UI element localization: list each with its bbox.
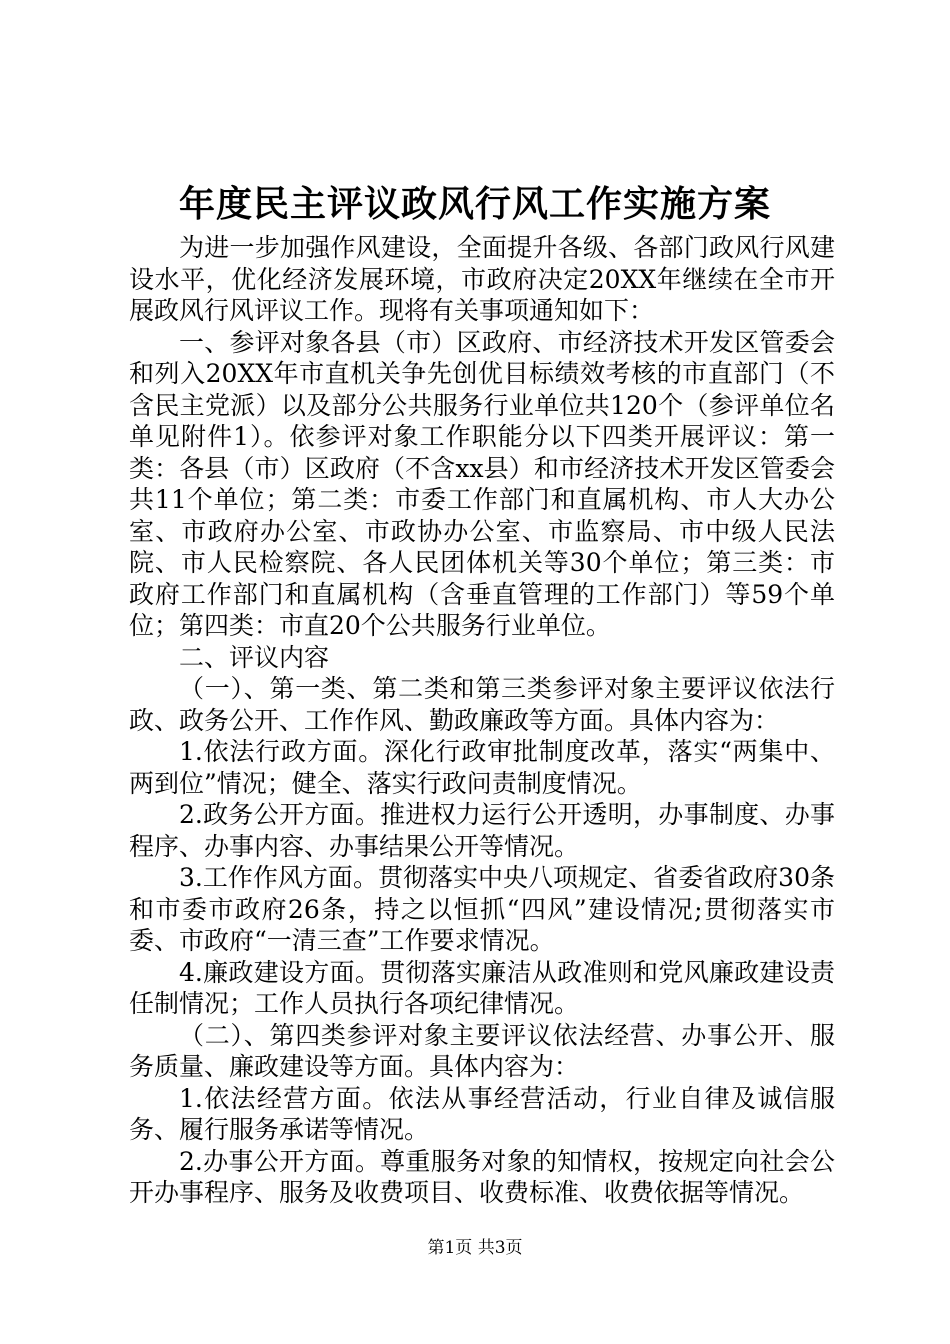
paragraph-item-5: 1.依法经营方面。依法从事经营活动，行业自律及诚信服务、履行服务承诺等情况。 xyxy=(129,1083,835,1144)
paragraph-section-1: 一、参评对象各县（市）区政府、市经济技术开发区管委会和列入20XX年市直机关争先创优目标绩效考核的市直部门（不含民主党派）以及部分公共服务行业单位共120个（参评单位名单见附件1）。依参评对象工作职能分以下四类开展评议：第一类：各县（市）区政府（不含xx县）和市经济技术开发区管委会共11个单位；第二类：市委工作部门和直属机构、市人大办公室、市政府办公室、市政协办公室、市监察局、市中级人民法院、市人民检察院、各人民团体机关等30个单位；第三类：市政府工作部门和直属机构（含垂直管理的工作部门）等59个单位；第四类：市直20个公共服务行业单位。 xyxy=(129,327,835,640)
paragraph-item-1: 1.依法行政方面。深化行政审批制度改革，落实“两集中、两到位”情况；健全、落实行政问责制度情况。 xyxy=(129,737,835,798)
paragraph-item-4: 4.廉政建设方面。贯彻落实廉洁从政准则和党风廉政建设责任制情况；工作人员执行各项纪律情况。 xyxy=(129,957,835,1018)
paragraph-subsection-2: （二）、第四类参评对象主要评议依法经营、办事公开、服务质量、廉政建设等方面。具体内容为： xyxy=(129,1020,835,1081)
paragraph-subsection-1: （一）、第一类、第二类和第三类参评对象主要评议依法行政、政务公开、工作作风、勤政廉政等方面。具体内容为： xyxy=(129,674,835,735)
paragraph-item-2: 2.政务公开方面。推进权力运行公开透明，办事制度、办事程序、办事内容、办事结果公开等情况。 xyxy=(129,800,835,861)
paragraph-item-6: 2.办事公开方面。尊重服务对象的知情权，按规定向社会公开办事程序、服务及收费项目、收费标准、收费依据等情况。 xyxy=(129,1146,835,1207)
paragraph-item-3: 3.工作作风方面。贯彻落实中央八项规定、省委省政府30条和市委市政府26条，持之以恒抓“四风”建设情况;贯彻落实市委、市政府“一清三查”工作要求情况。 xyxy=(129,863,835,955)
document-body xyxy=(129,232,835,1209)
page-number: 第1页 共3页 xyxy=(427,1238,523,1258)
paragraph-intro: 为进一步加强作风建设，全面提升各级、各部门政风行风建设水平，优化经济发展环境，市政府决定20XX年继续在全市开展政风行风评议工作。现将有关事项通知如下： xyxy=(129,233,835,325)
paragraph-section-2-heading: 二、评议内容 xyxy=(179,642,330,672)
document-title: 年度民主评议政风行风工作实施方案 xyxy=(178,183,771,225)
